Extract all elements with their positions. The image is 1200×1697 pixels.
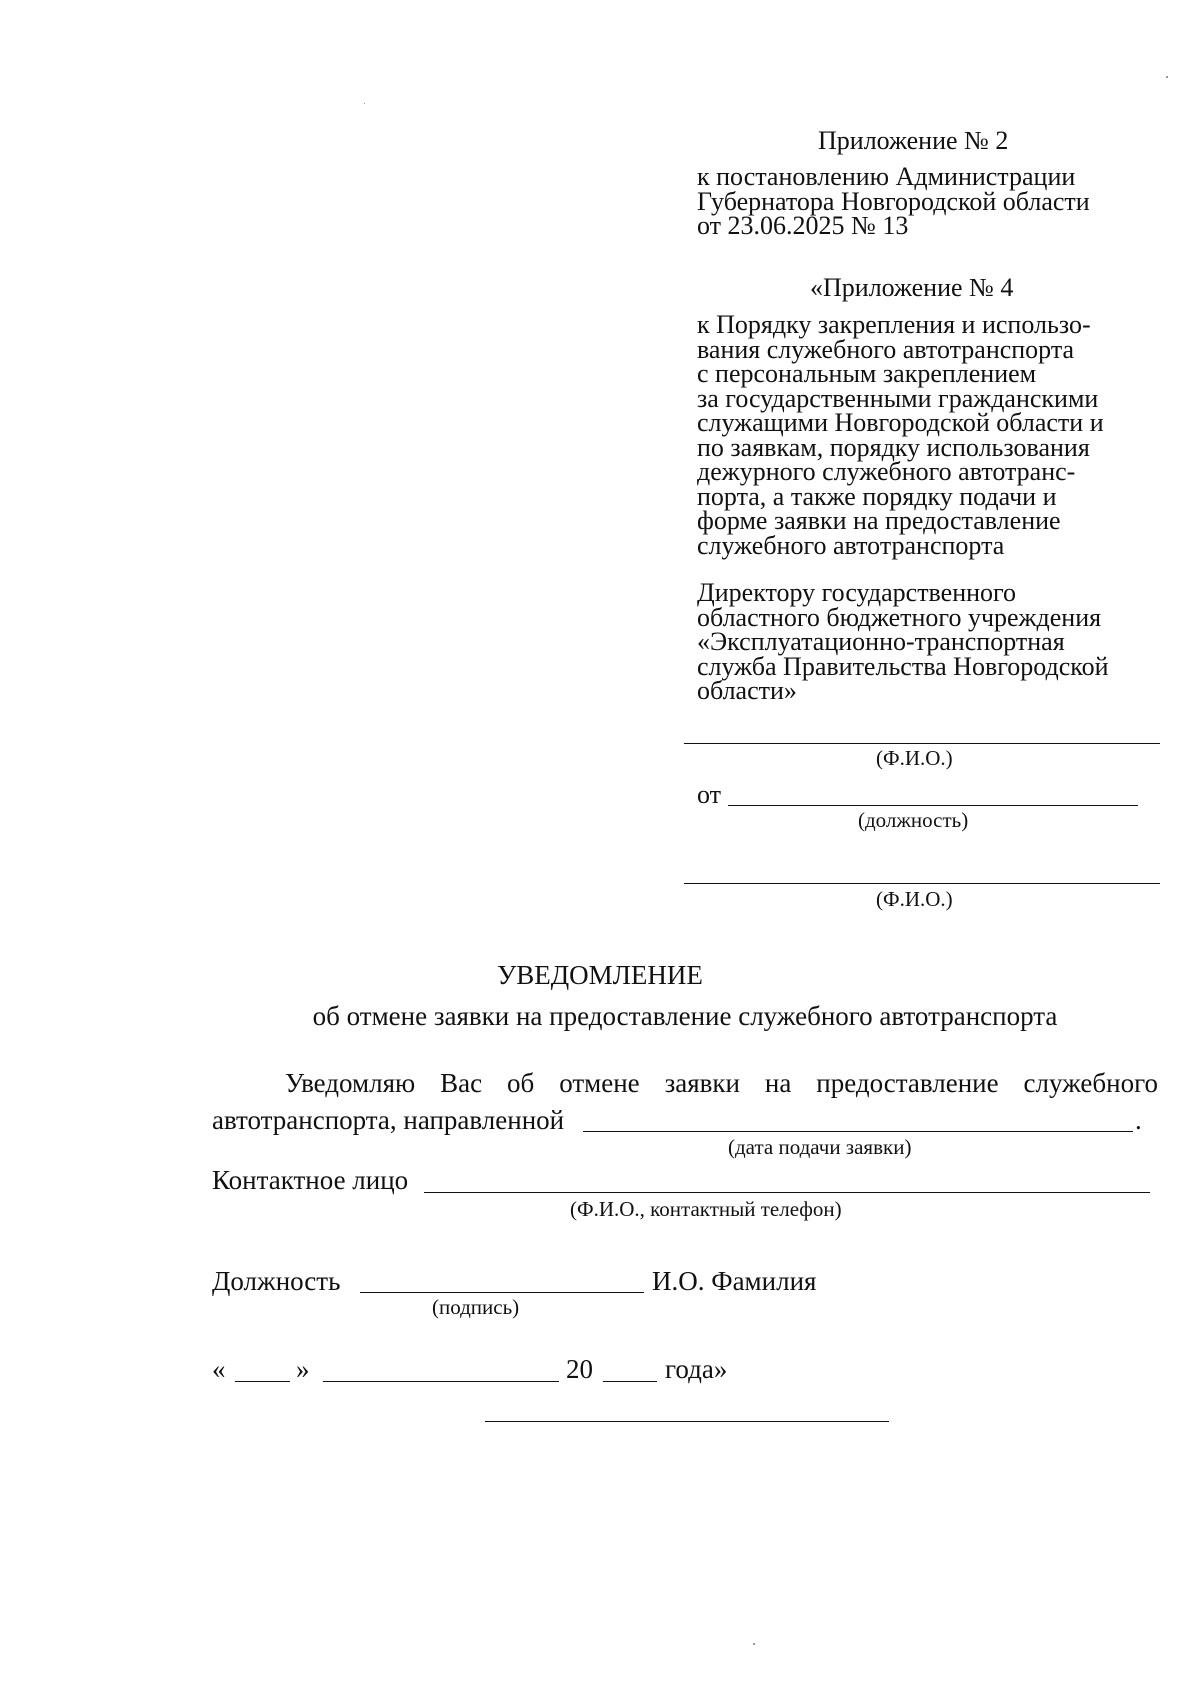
year-suffix: года» xyxy=(665,1354,728,1384)
date-open-quote: « xyxy=(212,1354,226,1384)
scan-speck xyxy=(1166,76,1168,78)
contact-caption: (Ф.И.О., контактный телефон) xyxy=(570,1197,842,1221)
inner-appendix-line: форме заявки на предоставление xyxy=(697,506,1061,535)
notice-title: УВЕДОМЛЕНИЕ xyxy=(497,960,703,990)
inner-appendix-line: служащими Новгородской области и xyxy=(697,408,1104,437)
signature-caption: (подпись) xyxy=(432,1295,520,1319)
addressee-line: областного бюджетного учреждения xyxy=(697,602,1102,632)
year-line xyxy=(603,1381,657,1382)
inner-appendix-line: с персональным закреплением xyxy=(697,359,1037,388)
inner-appendix-line: дежурного служебного автотранс- xyxy=(697,457,1076,486)
inner-appendix-line: вания служебного автотранспорта xyxy=(697,334,1075,364)
contact-line xyxy=(424,1192,1150,1193)
addressee-block xyxy=(697,578,1177,705)
scan-speck xyxy=(364,103,365,104)
addressee-line: служба Правительства Новгородской xyxy=(697,651,1109,681)
from-label: от xyxy=(697,780,722,809)
inner-appendix-line: к Порядку закрепления и использо- xyxy=(697,310,1091,339)
day-line xyxy=(235,1381,290,1382)
inner-appendix-line: служебного автотранспорта xyxy=(697,530,1005,560)
appendix-line: к постановлению Администрации xyxy=(697,162,1076,191)
addressee-fio-line xyxy=(684,743,1160,744)
date-caption: (дата подачи заявки) xyxy=(728,1135,912,1159)
contact-label: Контактное лицо xyxy=(212,1165,409,1195)
body-period: . xyxy=(1135,1105,1142,1135)
closing-separator xyxy=(485,1421,889,1422)
position-label: Должность xyxy=(212,1266,341,1296)
signer-name: И.О. Фамилия xyxy=(652,1266,817,1296)
notice-body-line: автотранспорта, направленной xyxy=(212,1105,565,1135)
inner-appendix-line: за государственными гражданскими xyxy=(697,383,1099,413)
inner-appendix-line: по заявкам, порядку использования xyxy=(697,432,1090,462)
fio-caption: (Ф.И.О.) xyxy=(876,746,953,770)
appendix-line: Губернатора Новгородской области xyxy=(697,186,1090,216)
scan-speck xyxy=(753,1643,755,1645)
appendix-title: Приложение № 2 xyxy=(818,126,1009,155)
addressee-line: «Эксплуатационно-транспортная xyxy=(697,627,1065,656)
appendix-reference xyxy=(697,162,1177,240)
inner-appendix-title: «Приложение № 4 xyxy=(810,273,1014,302)
inner-appendix-line: порта, а также порядку подачи и xyxy=(697,481,1057,511)
inner-appendix-reference xyxy=(697,310,1177,560)
sender-position-line xyxy=(728,805,1138,806)
position-caption: (должность) xyxy=(858,808,969,832)
month-line xyxy=(323,1381,559,1382)
sender-fio-line xyxy=(684,883,1160,884)
signature-line xyxy=(360,1292,644,1293)
year-prefix: 20 xyxy=(566,1354,593,1384)
date-close-quote: » xyxy=(296,1354,310,1384)
appendix-line: от 23.06.2025 № 13 xyxy=(697,211,909,240)
notice-subtitle: об отмене заявки на предоставление служебного автотранспорта xyxy=(312,1001,1058,1031)
request-date-line xyxy=(583,1131,1133,1132)
notice-body-line: Уведомляю Вас об отмене заявки на предоставление служебного xyxy=(285,1068,1158,1098)
addressee-line: области» xyxy=(697,676,797,705)
addressee-line: Директору государственного xyxy=(697,578,1017,607)
fio-caption: (Ф.И.О.) xyxy=(876,887,953,911)
